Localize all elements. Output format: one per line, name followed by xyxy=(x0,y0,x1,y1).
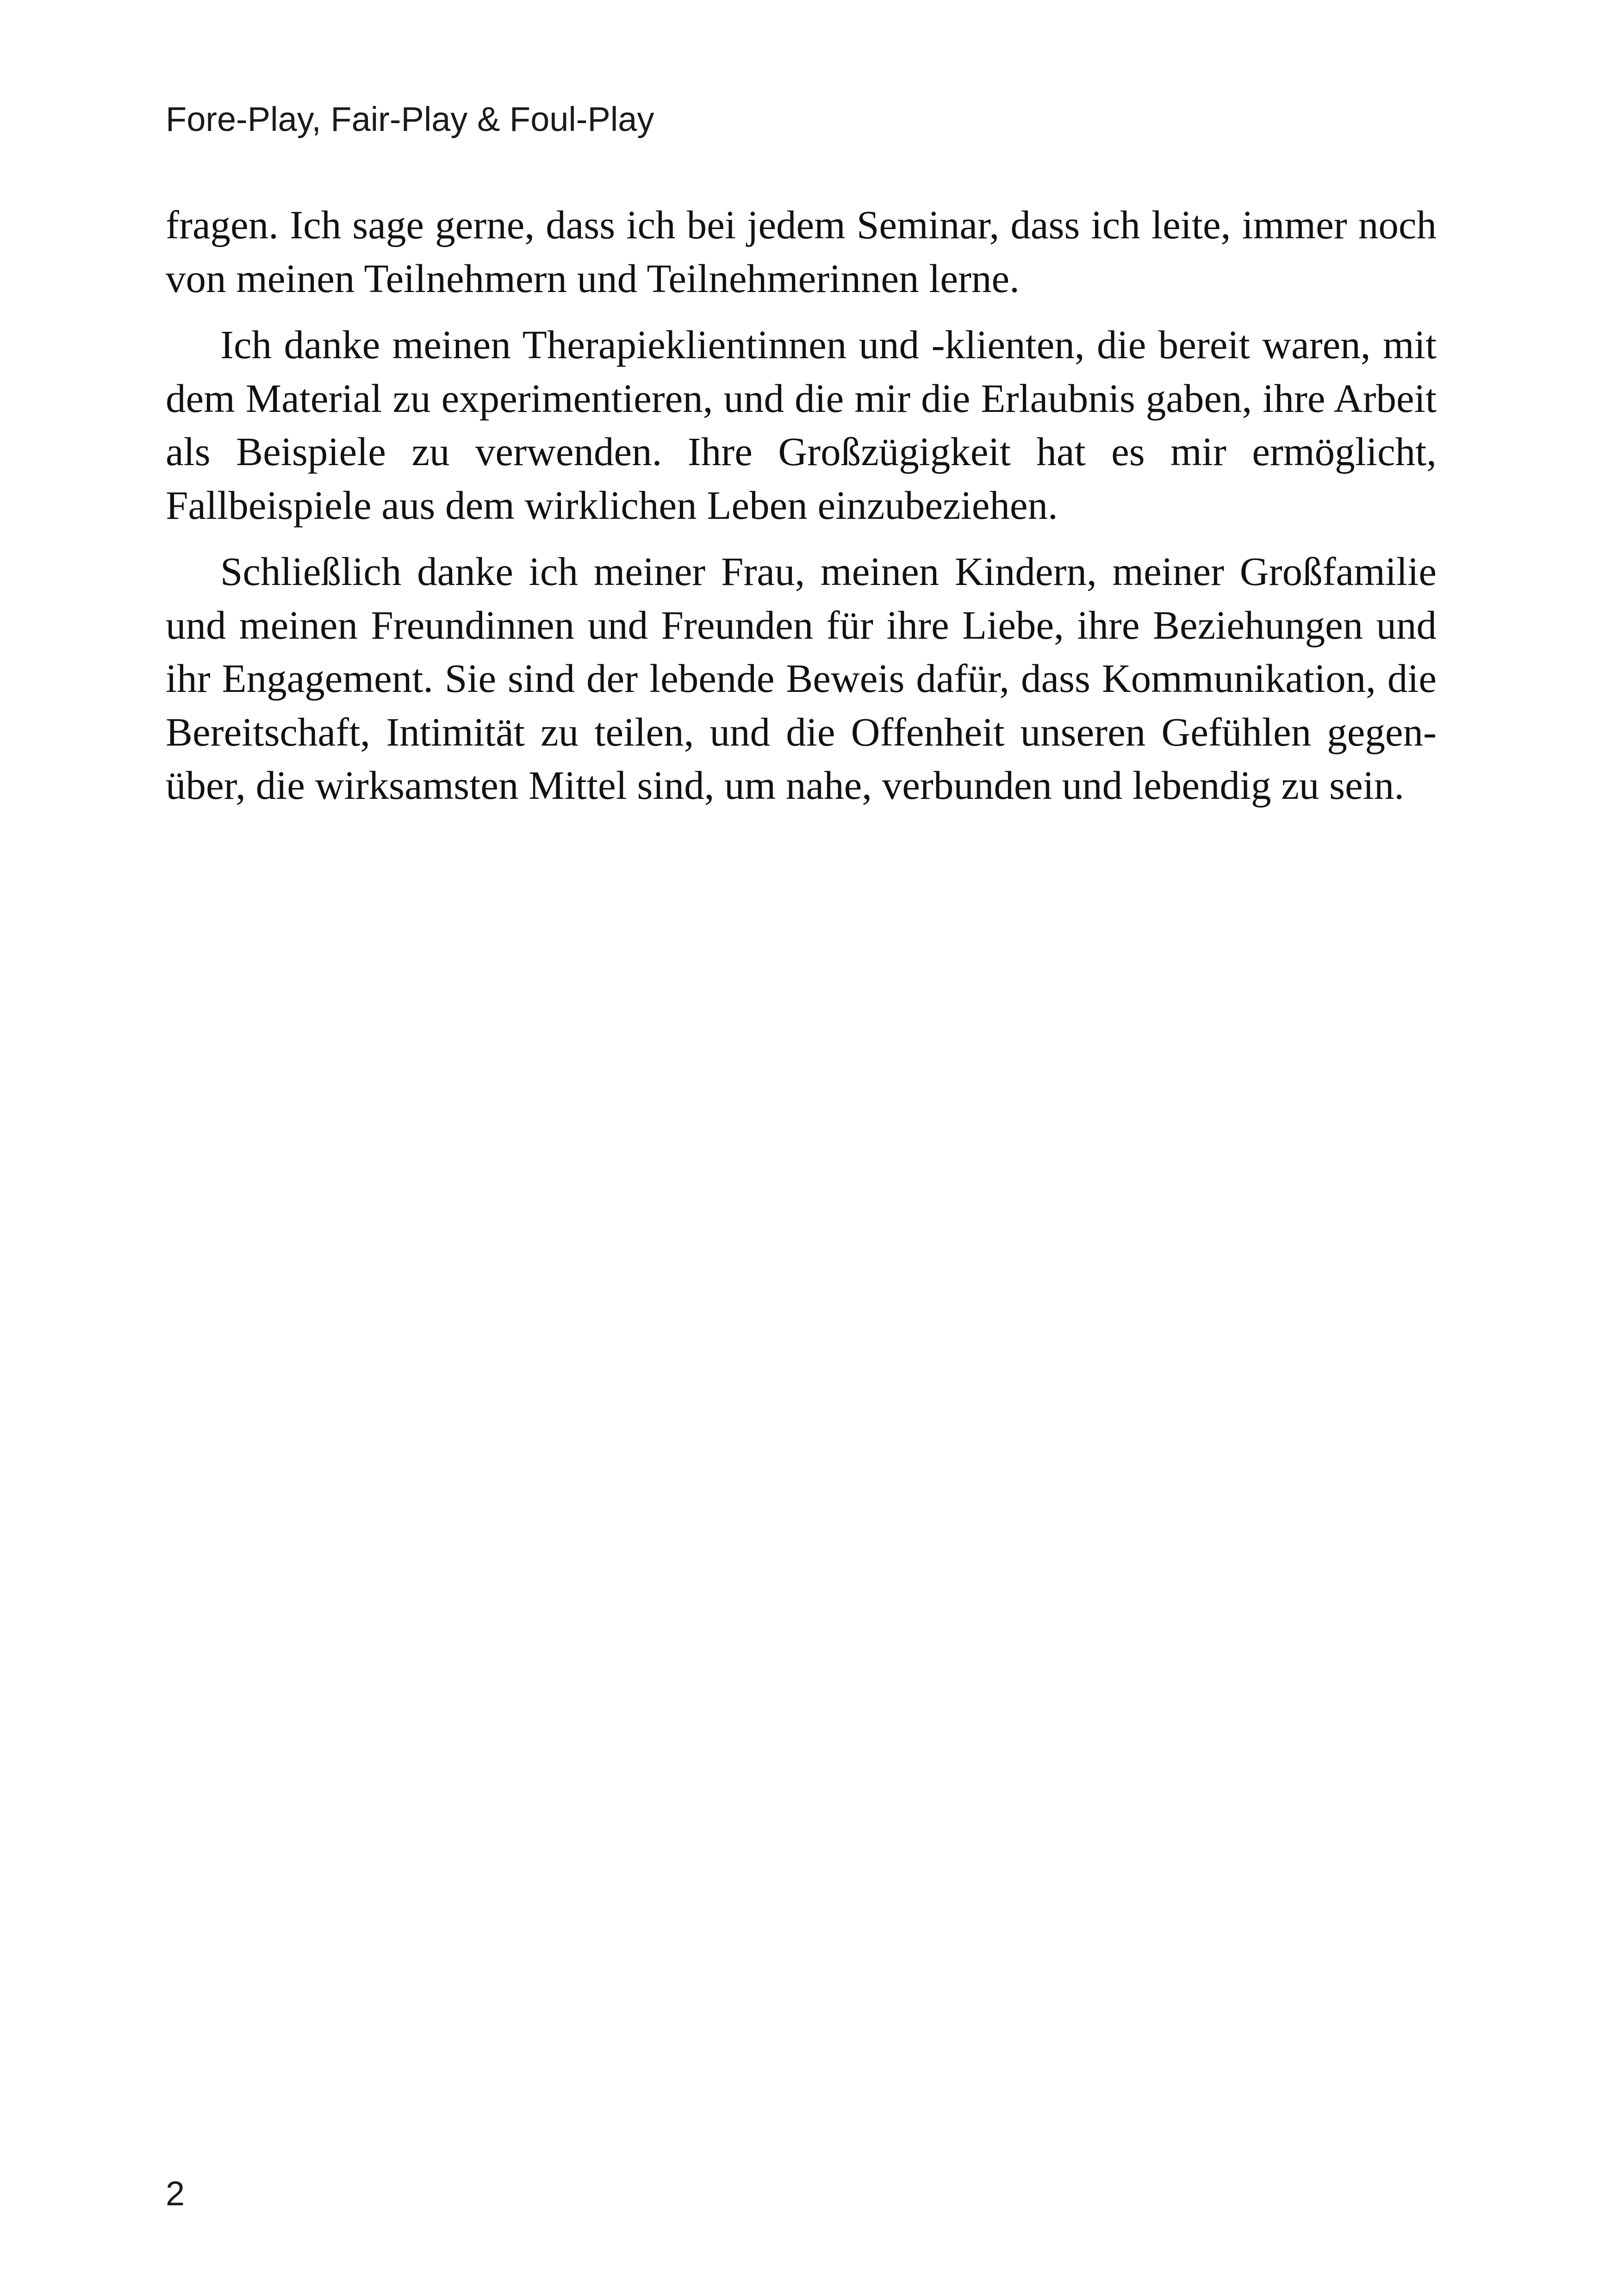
paragraph-1: fragen. Ich sage gerne, dass ich bei jedem Seminar, dass ich leite, immer noch von meinen Teilnehmern und Teilnehmerinnen lerne. xyxy=(166,202,1437,301)
body-text xyxy=(166,198,1437,825)
paragraph-3: Schließlich danke ich meiner Frau, meinen Kindern, meiner Großfamilie und meinen Freundinnen und Freunden für ihre Liebe, ihre Beziehungen und ihr Engagement. Sie sind der lebende Beweis dafür, dass Kommunikation, die Bereitschaft, Intimität zu teilen, und die Offenheit unseren Gefühlen gegenüber, die wirksamsten Mittel sind, um nahe, verbunden und lebendig zu sein. xyxy=(166,549,1437,808)
paragraph-2: Ich danke meinen Therapieklientinnen und -klienten, die bereit waren, mit dem Material zu experimentieren, und die mir die Erlaubnis gaben, ihre Arbeit als Beispiele zu verwenden. Ihre Großzügigkeit hat es mir ermöglicht, Fallbeispiele aus dem wirklichen Leben einzubeziehen. xyxy=(166,322,1437,528)
running-header: Fore-Play, Fair-Play & Foul-Play xyxy=(166,100,654,138)
page-number: 2 xyxy=(166,2174,185,2213)
